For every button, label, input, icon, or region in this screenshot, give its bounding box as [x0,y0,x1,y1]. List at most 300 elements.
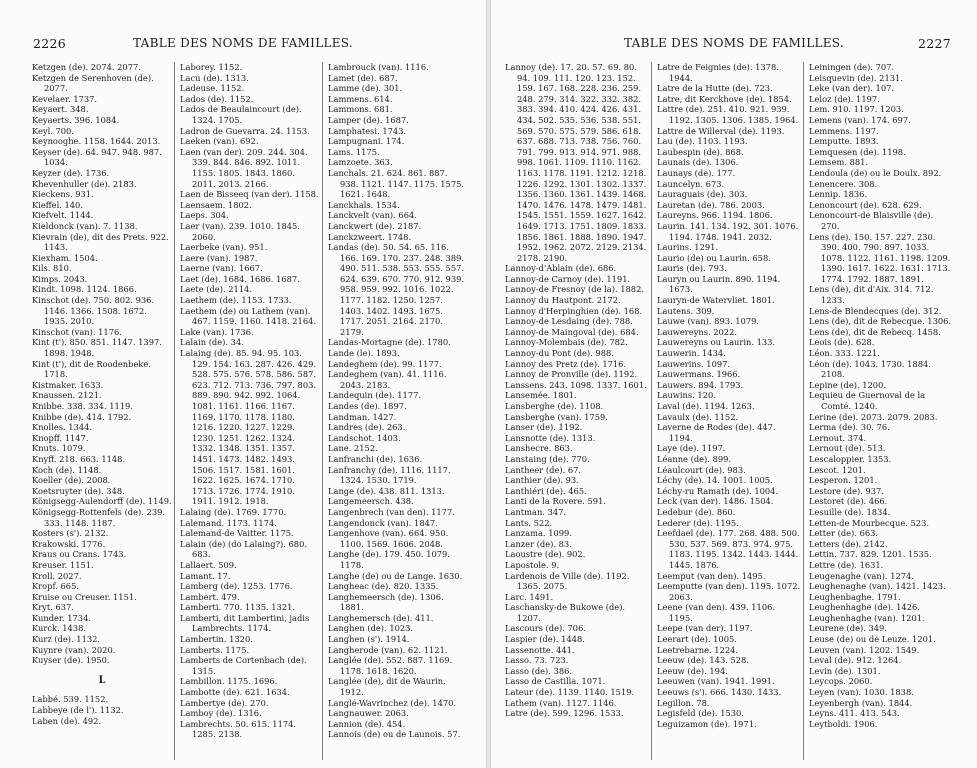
index-entry: Lantman. 347. [505,506,567,517]
index-entry: Lardenois de Ville (de). 1192. 1365. 2075. [505,570,630,592]
index-entry: Lake (van). 1736. [180,326,254,337]
index-entry: Lens (de). 150. 157. 227. 230. 390. 400. 790. 897. 1033. 1078. 1122. 1161. 1198. 1209. 1390. 1617. 1622. 1631. 1713. 1774. 1792. 1887. 1891. [809,231,951,284]
index-entry: Landeghem (van). 41. 1116. 2043. 2183. [328,369,447,390]
index-entry: Leemputte (van den). 1195. 1072. 2063. [657,581,801,602]
index-entry: Lens (de), dit de Rebecq. 1458. [809,326,941,337]
index-entry: Kieldonck (van). 7. 1138. [32,220,138,231]
index-entry: Kindt. 1098. 1124. 1866. [32,284,137,295]
index-entry: Launcelyn. 673. [657,178,725,189]
index-entry: Kieffel. 140. [32,199,83,210]
index-column [505,62,651,760]
index-entry: Kimps. 2043. [32,273,88,284]
index-entry: Léchy (de). 14. 1001. 1005. [657,475,773,486]
index-entry: Leois (de). 628. [809,337,875,348]
index-entry: Lanzama. 1099. [505,528,572,539]
page-title: TABLE DES NOMS DE FAMILLES. [132,36,354,50]
index-entry: Keyaerts. 396. 1084. [32,114,120,125]
index-entry: Laschansky-de Bukowe (de). 1207. [505,602,626,623]
index-entry: Lannoy du Hautpont. 2172. [505,295,621,306]
index-entry: Lannoy-Molembais (de). 782. [505,337,628,348]
index-entry: Lamberti. 770. 1135. 1321. [180,602,296,613]
index-entry: Lemputte. 1893. [809,136,879,147]
index-entry: Laen (van der). 209. 244. 304. 339. 844. 846. 892. 1011. 1155. 1805. 1843. 1860. 2011. 2013. 2166. [180,146,308,189]
index-entry: Lamberts. 1175. [180,644,250,655]
index-entry: Kinschot (de). 750. 802. 936. 1146. 1366. 1508. 1672. 1935. 2010. [32,295,155,327]
index-entry: Lannoy-de Maingoval (de). 684. [505,326,639,337]
index-entry: Lesuille (de). 1834. [809,506,891,517]
index-entry: Léon (de). 1043. 1730. 1884. 2108. [809,358,931,380]
index-entry: Letten-de Mourbecque. 523. [809,517,929,528]
index-entry: Lascours (de). 706. [505,623,587,634]
index-entry: Lauris (de). 793. [657,263,727,274]
index-entry: Lauraguais (de). 303. [657,189,748,200]
index-entry: Kiexham. 1504. [32,252,98,263]
index-entry: Laet (de). 1684. 1686. 1687. [180,273,300,284]
index-entry: Lennip. 1836. [809,189,868,200]
index-entry: Launais (de). 1306. [657,157,739,168]
index-entry: Leyns. 411. 413. 543. [809,708,900,719]
index-entry: Lamberti, dit Lambertini, jadis Lambrechts. 1174. [180,612,310,634]
index-entry: Lauwe (van). 893. 1079. [657,316,760,327]
index-entry: Lathem (van). 1127. 1146. [505,697,617,708]
index-entry: Leytboldi. 1906. [809,718,878,729]
index-entry: Lanckvelt (van). 664. [328,210,417,221]
index-entry: Lanchals. 21. 624. 861. 887. 938. 1121. 1147. 1175. 1575. 1621. 1648. [328,167,465,200]
index-entry: Lannoy (de). 17. 20. 57. 69. 80. 94. 109. 111. 120. 123. 152. 159. 167. 168. 228. 236. 259. 248. 279. 314. 322. 332. 382. 383. 394. 410. 424. 426. 431. 434. 502. 535. 536. 538. 551. 569. 570. 575. 579. 586. 618. 637. 688. 713. 738. 756. 760. 791. 799. 913. 914. 971. 988. 998. 1061. 1109. 1110. 1162. 1163. 1178. 1191. 1212. 1218. 1226. 1292. 1301. 1302. 1337. 1356. 1360. 1361. 1439. 1468. 1470. 1476. 1478. 1479. 1481. 1545. 1551. 1559. 1627. 1642. 1649. 1713. 1751. 1809. 1833. 1856. 1861. 1888. 1890. 1947. 1952. 1962. 2072. 2129. 2134. 2178. 2190. [505,62,647,263]
index-entry: Leughenhaghe (de). 1426. [809,602,920,613]
index-entry: Lernout (de). 513. [809,443,886,454]
index-entry: Laurio (de) ou Laurin. 658. [657,252,771,263]
index-entry: Knolles. 1344. [32,422,93,433]
index-entry: Kreuser. 1151. [32,559,94,570]
index-entry: Kils. 810. [32,263,72,274]
index-entry: Leeuw (de). 194. [657,665,728,676]
index-entry: Laspier (de). 1448. [505,634,585,645]
index-entry: Lenoncourt-de Blaisville (de). 270. [809,210,934,231]
index-entry: Langheac (de). 820. 1335. [328,581,439,592]
index-entry: Lanfranchy (de). 1116. 1117. 1324. 1530. 1719. [328,464,451,486]
index-entry: Laverne de Rodes (de). 447. 1194. [657,422,776,443]
index-entry: Lautens. 309. [657,305,715,316]
index-entry: Kruise ou Creuser. 1151. [32,591,137,602]
index-entry: Lamant. 17. [180,570,231,581]
index-column [322,62,470,760]
index-entry: Lauwerins. 1097. [657,358,731,369]
index-entry: Lettre (de). 1631. [809,559,884,570]
index-entry: Lansberghe (van). 1759. [505,411,608,422]
index-entry: Landes (de). 1897. [328,401,407,411]
index-entry: Ladron de Guevarra. 24. 1153. [180,125,310,136]
index-entry: Lasso de Castilla. 1071. [505,676,606,687]
index-entry: Lams. 1175. [328,146,380,157]
index-entry: Laval (de). 1194. 1263. [657,401,755,411]
index-entry: Landman. 1427. [328,411,397,422]
index-entry: Laborey. 1152. [180,62,243,72]
page-number: 2227 [917,36,951,51]
index-entry: Lamzoete. 363. [328,157,393,168]
index-entry: Kievrain (de), dit des Prets. 922. 1143. [32,231,169,253]
index-entry: Langhe (de). 179. 450. 1079. 1178. [328,549,450,570]
index-entry: Lants. 522. [505,517,553,528]
index-entry: Koch (de). 1148. [32,464,102,475]
index-entry: Lanckzweert. 1748. [328,231,412,242]
index-entry: Knuts. 1079. [32,443,86,454]
index-entry: Latre de la Hutte (de). 723. [657,83,773,94]
index-entry: Koeller (de). 2008. [32,475,111,486]
index-entry: Langhemeersch (de). 1306. 1881. [328,591,444,613]
index-entry: Lestoret (de). 466. [809,496,888,507]
index-entry: Lannoy de Pronville (de). 1192. [505,369,638,380]
index-entry: Laeken (van). 692. [180,136,259,147]
index-entry: Leene (van den). 439. 1106. 1195. [657,602,776,623]
index-entry: Léaulcourt (de). 983. [657,464,746,475]
index-entry: Laoustre (de). 902. [505,549,586,560]
index-entry: Keyzer (de). 1736. [32,167,110,178]
index-entry: Kieckens. 931. [32,189,94,200]
right-page-header [491,36,977,52]
index-entry: Letter (de). 663. [809,528,879,539]
index-entry: Lanstaing (de). 770. [505,453,590,464]
index-entry: Langenbrech (van den). 1177. [328,506,455,517]
index-entry: Leyenbergh (van). 1844. [809,697,913,708]
index-entry: Kurz (de). 1132. [32,634,101,645]
index-entry: Landschot. 1403. [328,432,401,443]
index-entry: Königsegg-Aulendorff (de). 1149. [32,496,172,507]
index-entry: Lados (de). 1152. [180,93,254,104]
index-entry: Langlée (de). 552. 887. 1169. 1178. 1618. 1620. [328,655,453,676]
index-entry: Kint (t'), dit de Roodenbeke. 1718. [32,358,151,380]
index-entry: Lassenotte. 441. [505,644,575,655]
index-entry: Leisquevin (de). 2131. [809,72,903,83]
index-entry: Lauryn-de Watervliet. 1801. [657,295,775,306]
index-entry: Landres (de). 263. [328,422,406,433]
index-entry: Kraus ou Crans. 1743. [32,549,127,560]
index-entry: Lestore (de). 937. [809,485,884,496]
index-entry: Langnauwer. 2063. [328,708,409,719]
index-entry: Léanne (de). 899. [657,453,732,464]
index-entry: Leurene (de). 349. [809,623,887,634]
index-entry: Labbeye (de l'). 1132. [32,705,124,716]
index-entry: Leycops. 2060. [809,676,873,687]
index-entry: Langherode (van). 62. 1121. [328,644,448,655]
index-entry: Lenencere. 308. [809,178,878,189]
index-entry: Knibbe. 338. 334. 1119. [32,401,133,411]
right-index-columns [505,62,955,760]
index-entry: Knaussen. 2121. [32,390,102,401]
index-entry: Lauretan (de). 786. 2003. [657,199,765,210]
index-entry: Lanser (de). 1192. [505,422,583,433]
index-entry: Leughenbaghe. 1791. [809,591,901,602]
index-entry: Lauwermans. 1966. [657,369,741,380]
index-entry: Langemeersch. 438. [328,496,414,507]
index-entry: Lens-de Blendecques (de). 312. [809,305,942,316]
index-entry: Latre, dit Kerckhove (de). 1854. [657,93,792,104]
index-entry: Latre (de). 599. 1296. 1533. [505,708,624,719]
index-entry: Landas (de). 50. 54. 65. 116. 166. 169. 170. 237. 248. 389. 490. 511. 538. 553. 555. 557. 624. 639. 670. 770. 912. 939. 958. 959. 992. 1016. 1022. 1177. 1182. 1250. 1257. 1403. 1402. 1493. 1675. 1717. 2051. 2164. 2170. 2179. [328,242,465,337]
index-entry: Launays (de). 177. [657,167,736,178]
index-entry: Kistmaker. 1633. [32,379,104,390]
index-entry: Leloz (de). 1197. [809,93,880,104]
index-entry: Leiningen (de). 707. [809,62,895,72]
index-entry: Laensaem. 1802. [180,199,252,210]
index-entry: Langenhove (van). 664. 950. 1100. 1569. 1606. 2048. [328,528,449,549]
index-entry: Landas-Mortagne (de). 1780. [328,337,451,348]
index-entry: Lanfranchi (de). 1636. [328,453,423,464]
index-entry: Leughenhaghe (van). 1201. [809,612,925,623]
index-entry: Leguizamon (de). 1971. [657,718,757,729]
page-title: TABLE DES NOMS DE FAMILLES. [623,36,845,50]
index-entry: Leuse (de) ou de Leuze. 1201. [809,634,936,645]
index-entry: Lesperon. 1201. [809,475,878,486]
index-entry: Lettin. 737. 829. 1201. 1535. [809,549,932,560]
index-entry: Lanthiéri (de). 465. [505,485,587,496]
index-entry: Langendonck (van). 1847. [328,517,438,528]
index-column [174,62,322,760]
index-entry: Lange (de). 438. 811. 1313. [328,485,445,496]
index-entry: Lannoy-de Carnoy (de). 1191. [505,273,631,284]
index-column [32,62,174,760]
index-entry: Langhe (de) ou de Lange. 1630. [328,570,463,581]
index-entry: Laethem (de). 1153. 1733. [180,295,292,306]
index-entry: Lanshecre. 863. [505,443,573,454]
index-entry: Lalaing (de). 1769. 1770. [180,506,287,517]
index-column [651,62,803,760]
index-entry: Lannoy des Pretz (de). 1716. [505,358,627,369]
index-entry: Lanti de la Rovere. 591. [505,496,606,507]
index-entry: Lalain (de). 34. [180,337,244,348]
index-entry: Lauwereyns. 2022. [657,326,738,337]
index-entry: Lasso. 73. 723. [505,655,569,666]
index-entry: Lannois (de) ou de Launois. 57. [328,729,461,740]
index-entry: Lemquesen (de). 1198. [809,146,906,157]
index-entry: Lauwers. 894. 1793. [657,379,744,390]
index-entry: Larc. 1491. [505,591,554,602]
index-entry: Lannoy-de Fresnoy (de la). 1882. [505,284,645,295]
index-entry: Leepe (van der). 1197. [657,623,753,634]
index-entry: Leetrebarne. 1224. [657,644,739,655]
index-entry: Lerma (de). 30. 76. [809,422,890,433]
index-entry: Lens (de), dit de Rebecque. 1306. [809,316,952,327]
index-entry: Latre de Feignies (de). 1378. 1944. [657,62,779,83]
index-entry: Lanzer (de). 83. [505,538,572,549]
index-entry: Krakowski. 1776. [32,538,106,549]
index-entry: Leeuwen (van). 1941. 1991. [657,676,775,687]
index-entry: Lamet (de). 687. [328,72,398,83]
index-entry: Levin (de). 1301. [809,665,881,676]
index-entry: Lambrouck (van). 1116. [328,62,429,72]
index-entry: Lemsem. 881. [809,157,869,168]
index-entry: Kryt. 637. [32,602,74,613]
index-entry: Lescaloppier. 1353. [809,453,892,464]
index-entry: Lacu (de). 1313. [180,72,249,83]
index-entry: Lauwins. 120. [657,390,716,401]
right-page [491,0,977,768]
index-entry: Leuven (van). 1202. 1549. [809,644,920,655]
index-entry: Lamberts de Cortenbach (de). 1315. [180,655,307,676]
index-entry: Lenoncourt (de). 628. 629. [809,199,922,210]
index-entry: Lemmens. 1197. [809,125,879,136]
index-entry: Laureyns. 966. 1194. 1806. [657,210,773,221]
index-entry: Lavaulx (de). 1152. [657,411,739,422]
index-entry: Langlée (de), dit de Waurin. 1912. [328,676,446,698]
index-entry: Lampugnani. 174. [328,136,405,147]
index-entry: Leefdael (de). 177. 268. 488. 500. 530. 537. 569. 873. 974. 975. 1183. 1195. 1342. 1443. 1444. 1445. 1876. [657,528,800,570]
index-entry: Lammons. 681. [328,104,393,115]
index-entry: Kunder. 1734. [32,612,92,623]
index-entry: Lequieu de Guernoval de la Comté. 1240. [809,390,926,411]
index-entry: Langhemersch (de). 411. [328,612,434,623]
index-entry: Lauwerin. 1434. [657,348,726,359]
index-entry: Laen de Bisseeq (van der). 1158. [180,189,319,200]
index-entry: Leeuws (s'). 666. 1430. 1433. [657,687,782,698]
index-entry: Langhen (s'). 1914. [328,634,410,645]
index-entry: Legisfeld (de). 1530. [657,708,744,719]
index-entry: Lateur (de). 1139. 1140. 1519. [505,687,635,698]
index-entry: Lasso (de). 386. [505,665,573,676]
index-entry: Letters (de). 2142. [809,538,888,549]
index-entry: Labbé. 539. 1152. [32,694,109,705]
index-entry: Laye (de). 1197. [657,443,726,454]
index-entry: Lau (de). 1103. 1193. [657,136,748,147]
index-entry: Knyff. 218. 663. 1148. [32,453,126,464]
index-entry: Kosters (s'). 2132. [32,528,109,539]
index-entry: Lansemée. 1801. [505,390,577,401]
index-entry: Lens (de), dit d'Aix. 314. 712. 1233. [809,284,934,306]
index-entry: Lambrechts. 50. 615. 1174. 1285. 2138. [180,718,297,740]
index-entry: Kevelaer. 1737. [32,93,98,104]
index-entry: Ketzgen de Serenhoven (de). 2077. [32,72,154,94]
index-entry: Lernout. 374. [809,432,867,443]
index-entry: Ledebur (de). 860. [657,506,736,517]
index-entry: Lannoy-du Pont (de). 988. [505,348,614,359]
left-index-columns [32,62,470,760]
index-entry: Lanssens. 243. 1098. 1337. 1601. [505,379,647,390]
index-column [803,62,955,760]
index-entry: Lauryn ou Laurin. 890. 1194. 1673. [657,273,781,295]
index-entry: Koetsruyter (de). 348. [32,485,125,496]
index-entry: Lansberghe (de). 1108. [505,401,604,411]
index-entry: Laben (de). 492. [32,715,102,726]
index-entry: Lannoy-d'Ablain (de). 686. [505,263,617,274]
index-entry: Lados de Beaulaincourt (de). 1324. 1705. [180,104,302,125]
index-entry: Kiefvelt. 1144. [32,210,94,221]
index-entry: Lederer (de). 1195. [657,517,739,528]
section-letter: L [98,674,106,686]
index-entry: Kurck. 1438. [32,623,87,634]
index-entry: Königsegg-Rottenfels (de). 239. 333. 1148. 1187. [32,506,166,528]
index-entry: Khevenhuller (de). 2183. [32,178,137,189]
index-entry: Lauwereyns ou Laurin. 133. [657,337,776,348]
index-entry: Kuynre (van). 2020. [32,644,116,655]
index-entry: Leyen (van). 1030. 1838. [809,687,914,698]
index-entry: Lamme (de). 301. [328,83,403,94]
index-entry: Laer (van). 239. 1010. 1845. 2060. [180,220,300,242]
index-entry: Leugenaghe (van). 1274. [809,570,914,581]
index-entry: Lannion (de). 454. [328,718,406,729]
index-entry: Lescot. 1201. [809,464,866,475]
index-entry: Laete (de). 2114. [180,284,252,295]
index-entry: Keyser (de). 64. 947. 948. 987. 1034. [32,146,162,168]
index-entry: Lalaing (de). 85. 94. 95. 103. 129. 154. 163. 287. 426. 429. 528. 575. 576. 578. 586. 587. 623. 712. 713. 736. 797. 803. 889. 890. 942. 992. 1064. 1081. 1161. 1166. 1167. 1169. 1170. 1178. 1180. 1216. 1220. 1227. 1229. 1230. 1251. 1262. 1324. 1332. 1348. 1351. 1357. 1451. 1473. 1482. 1493. 1506. 1517. 1581. 1601. 1622. 1625. 1674. 1710. 1713. 1726. 1774. 1910. 1911. 1912. 1918. [180,348,317,507]
index-entry: Knibbe (de). 414. 1792. [32,411,132,422]
index-entry: Laurin. 141. 134. 192. 301. 1076. 1194. 1748. 1941. 2032. [657,220,799,242]
index-entry: Lalemand. 1173. 1174. [180,517,277,528]
index-entry: Landeghem (de). 99. 1177. [328,358,442,369]
index-entry: Laurins. 1291. [657,242,719,253]
index-entry: Lerine (de). 2073. 2079. 2083. [809,411,938,422]
index-entry: Knopff. 1147. [32,432,89,443]
index-entry: Lanthier (de). 93. [505,475,579,486]
index-entry: Lambillon. 1175. 1696. [180,676,278,687]
index-entry: Lallaert. 509. [180,559,237,570]
index-entry: Kuyser (de). 1950. [32,655,110,666]
index-entry: Lantheer (de). 67. [505,464,582,475]
index-entry: Leughenaghe (van). 1421. 1423. [809,581,946,592]
index-entry: Kinschot (van). 1176. [32,326,122,337]
index-entry: Laethem (de) ou Lathem (van). 467. 1159. 1160. 1418. 2164. [180,305,317,327]
index-entry: Keyaert. 348. [32,104,89,115]
index-entry: Lambert. 479. [180,591,240,602]
index-entry: Lambertin. 1320. [180,634,253,645]
index-entry: Lapostole. 9. [505,559,560,570]
index-entry: Lamphatesi. 1743. [328,125,407,136]
index-entry: Langlé-Wavrinchez (de). 1470. [328,697,457,708]
index-entry: Lanckhals. 1534. [328,199,400,210]
index-entry: Legillon. 78. [657,697,710,708]
index-entry: Lemens (van). 174. 697. [809,114,911,125]
index-entry: Lannoy-de Lesdaing (de). 788. [505,316,633,327]
page-number: 2226 [33,36,67,51]
index-entry: Leeuw (de). 143. 528. [657,655,749,666]
index-entry: Lansnotte (de). 1313. [505,432,596,443]
index-entry: Keynooghe. 1158. 1644. 2013. [32,136,161,147]
index-entry: Lambotte (de). 621. 1634. [180,687,290,698]
index-entry: Landequin (de). 1177. [328,390,422,401]
index-entry: Léon. 333. 1221. [809,348,880,359]
index-entry: Lattre (de). 251. 410. 921. 939. 1192. 1305. 1306. 1385. 1964. [657,104,799,125]
index-entry: Kroll. 2027. [32,570,82,581]
index-entry: Leck (van der). 1486. 1504. [657,496,774,507]
index-entry: Lammens. 614. [328,93,393,104]
index-entry: Laeps. 304. [180,210,229,221]
index-entry: Laerbeke (van). 951. [180,242,268,253]
index-entry: Lamper (de). 1687. [328,114,409,125]
index-entry: Kropf. 665. [32,581,79,592]
index-entry: Kint (t'). 850. 851. 1147. 1397. 1898. 1948. [32,337,162,359]
index-entry: Lande (le). 1893. [328,348,400,359]
left-page [0,0,486,768]
index-entry: Lendoula (de) ou le Doulx. 892. [809,167,942,178]
index-entry: Leval (de). 912. 1264. [809,655,902,666]
index-entry: Lem. 910. 1197. 1203. [809,104,904,115]
index-entry: Laerne (van). 1667. [180,263,263,274]
index-entry: Lamberg (de). 1253. 1776. [180,581,293,592]
index-entry: Lane. 2152. [328,443,378,454]
index-entry: Lambertye (de). 270. [180,697,269,708]
index-entry: Lanckwert (de). 2187. [328,220,422,231]
index-entry: Laubespin (de). 868. [657,146,744,157]
index-entry: Laere (van). 1987. [180,252,258,263]
index-entry: Lalain (de) (do Lalaing?). 680. 683. [180,538,308,560]
index-entry: Léchy-ru Ramath (de). 1004. [657,485,779,496]
index-entry: Keyl. 700. [32,125,74,136]
index-entry: Leke (van der). 107. [809,83,895,94]
left-page-header [0,36,486,52]
index-entry: Lamboy (de). 1316. [180,708,262,719]
index-entry: Langhen (de). 1023. [328,623,414,634]
index-entry: Leemput (van den). 1495. [657,570,766,581]
index-entry: Ketzgen (de). 2074. 2077. [32,62,141,72]
